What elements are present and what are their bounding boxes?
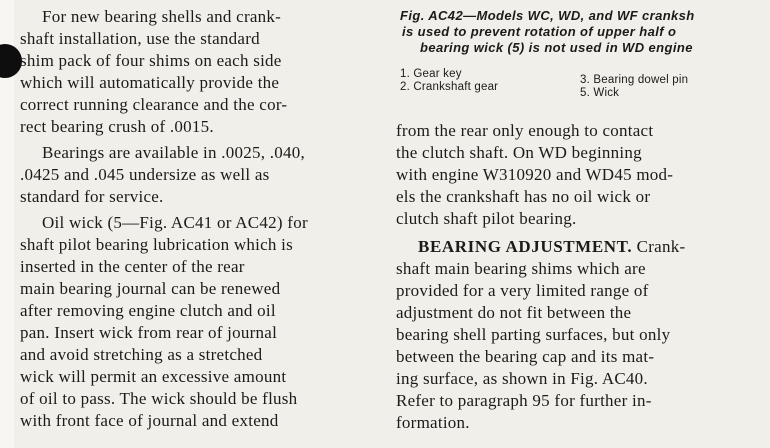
text-line: main bearing journal can be renewed <box>20 279 281 298</box>
text-line: of oil to pass. The wick should be flush <box>20 389 298 408</box>
section-paragraph-start <box>418 236 685 258</box>
figure-caption-line: Fig. AC42—Models WC, WD, and WF cranksh <box>400 8 695 23</box>
text-line: bearing shell parting surfaces, but only <box>396 325 671 344</box>
legend-item: 3. Bearing dowel pin <box>580 74 689 86</box>
text-line: ing surface, as shown in Fig. AC40. <box>396 369 648 388</box>
text-line: shim pack of four shims on each side <box>20 51 282 70</box>
text-line: the clutch shaft. On WD beginning <box>396 143 642 162</box>
figure-caption-line: is used to prevent rotation of upper half o <box>402 24 677 39</box>
text-line: provided for a very limited range of <box>396 281 649 300</box>
text-line: with engine W310920 and WD45 mod- <box>396 165 674 184</box>
text-line: Refer to paragraph 95 for further in- <box>396 391 652 410</box>
text-line: and avoid stretching as a stretched <box>20 345 263 364</box>
text-line: shaft pilot bearing lubrication which is <box>20 235 293 254</box>
binder-hole <box>0 44 22 78</box>
text-line: after removing engine clutch and oil <box>20 301 276 320</box>
legend-item: 1. Gear key <box>400 68 462 80</box>
text-line: .0425 and .045 undersize as well as <box>20 165 270 184</box>
text-line: shaft main bearing shims which are <box>396 259 646 278</box>
text-line: from the rear only enough to contact <box>396 121 654 140</box>
text-line: clutch shaft pilot bearing. <box>396 209 577 228</box>
text-line: els the crankshaft has no oil wick or <box>396 187 651 206</box>
text-line: For new bearing shells and crank- <box>42 7 282 26</box>
text-line: Crank- <box>636 237 686 256</box>
text-line: adjustment do not fit between the <box>396 303 632 322</box>
legend-item: 5. Wick <box>580 87 620 99</box>
text-line: Bearings are available in .0025, .040, <box>42 143 306 162</box>
text-line: standard for service. <box>20 187 164 206</box>
text-line: formation. <box>396 413 470 432</box>
text-line: which will automatically provide the <box>20 73 280 92</box>
text-line: correct running clearance and the cor- <box>20 95 288 114</box>
text-line: with front face of journal and extend <box>20 411 279 430</box>
text-line: rect bearing crush of .0015. <box>20 117 214 136</box>
legend-item: 2. Crankshaft gear <box>400 81 499 93</box>
text-line: pan. Insert wick from rear of journal <box>20 323 278 342</box>
figure-caption-line: bearing wick (5) is not used in WD engine <box>420 40 693 55</box>
text-line: between the bearing cap and its mat- <box>396 347 655 366</box>
text-line: shaft installation, use the standard <box>20 29 260 48</box>
section-heading: BEARING ADJUSTMENT. <box>418 237 633 256</box>
text-line: wick will permit an excessive amount <box>20 367 287 386</box>
text-line: inserted in the center of the rear <box>20 257 245 276</box>
text-line: Oil wick (5—Fig. AC41 or AC42) for <box>42 213 308 232</box>
